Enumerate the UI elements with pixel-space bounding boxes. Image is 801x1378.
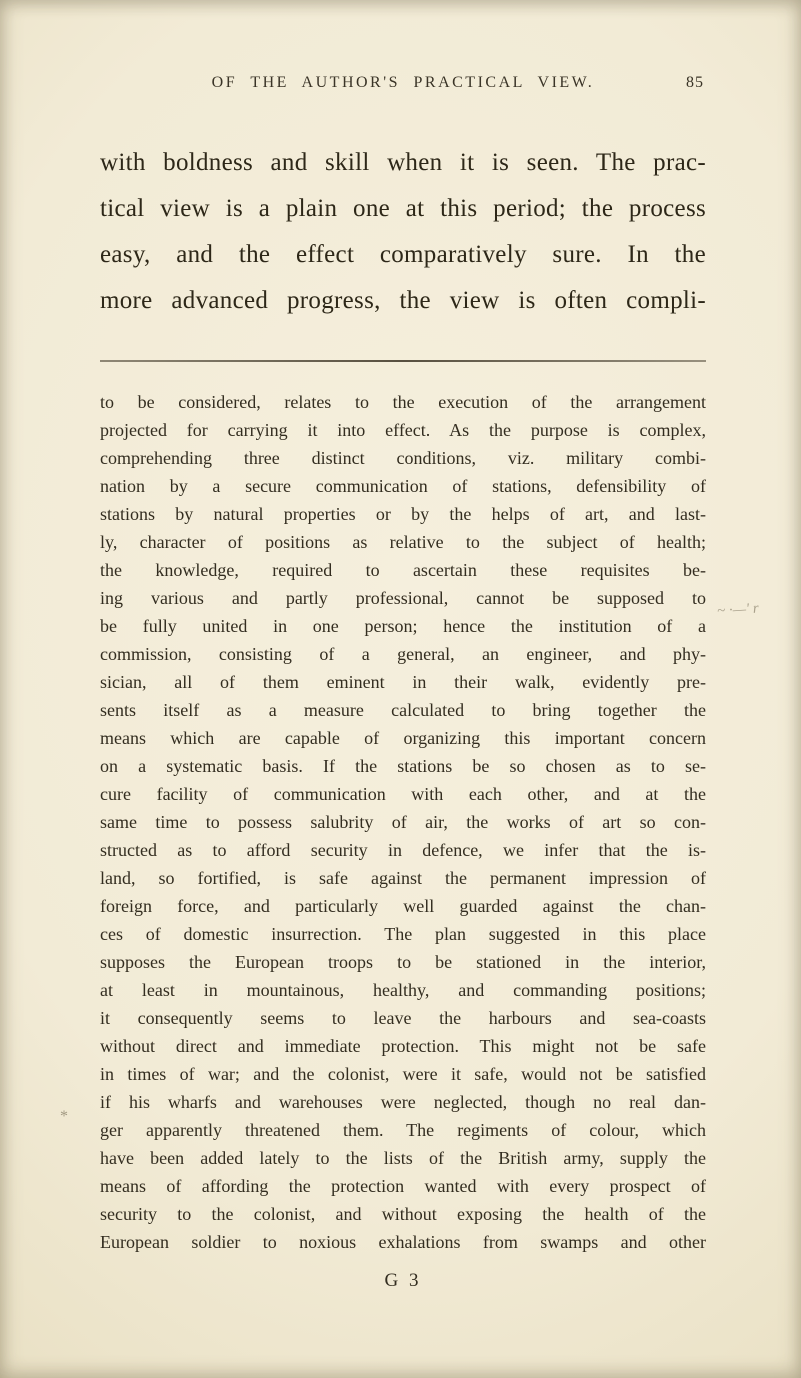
running-title: OF THE AUTHOR'S PRACTICAL VIEW. [211, 74, 595, 91]
text-line: be fully united in one person; hence the institution of a [100, 616, 706, 636]
text-line: ly, character of positions as relative to the subject of health; [100, 532, 706, 552]
text-line: to be considered, relates to the execution of the arrangement [100, 392, 706, 412]
text-line: easy, and the effect comparatively sure. In the [100, 241, 706, 268]
footnote-text [100, 388, 706, 1256]
text-line: it consequently seems to leave the harbours and sea-coasts [100, 1008, 706, 1028]
text-block [100, 0, 706, 1292]
text-line: projected for carrying it into effect. As the purpose is complex, [100, 420, 706, 440]
text-line: without direct and immediate protection. This might not be safe [100, 1036, 706, 1056]
text-line: commission, consisting of a general, an engineer, and phy- [100, 644, 706, 664]
footnote-separator-rule [100, 360, 706, 362]
text-line: land, so fortified, is safe against the permanent impression of [100, 868, 706, 888]
text-line: same time to possess salubrity of air, the works of art so con- [100, 812, 706, 832]
text-line: European soldier to noxious exhalations from swamps and other [100, 1232, 706, 1252]
text-line: ces of domestic insurrection. The plan suggested in this place [100, 924, 706, 944]
main-paragraph [100, 140, 706, 324]
text-line: if his wharfs and warehouses were neglected, though no real dan- [100, 1092, 706, 1112]
text-line: sician, all of them eminent in their walk, evidently pre- [100, 672, 706, 692]
marginalia-pencil-mark-right: ~ ·—' r [716, 600, 760, 620]
text-line: security to the colonist, and without exposing the health of the [100, 1204, 706, 1224]
page-number: 85 [686, 74, 704, 91]
text-line: more advanced progress, the view is often compli- [100, 287, 706, 314]
marginalia-pencil-mark-left: * [60, 1108, 68, 1125]
page-header [100, 74, 706, 100]
text-line: structed as to afford security in defence, we infer that the is- [100, 840, 706, 860]
text-line: sents itself as a measure calculated to bring together the [100, 700, 706, 720]
text-line: have been added lately to the lists of the British army, supply the [100, 1148, 706, 1168]
text-line: in times of war; and the colonist, were it safe, would not be satisfied [100, 1064, 706, 1084]
text-line: ger apparently threatened them. The regiments of colour, which [100, 1120, 706, 1140]
text-line: means which are capable of organizing this important concern [100, 728, 706, 748]
text-line: on a systematic basis. If the stations be so chosen as to se- [100, 756, 706, 776]
text-line: foreign force, and particularly well guarded against the chan- [100, 896, 706, 916]
text-line: with boldness and skill when it is seen. The prac- [100, 149, 706, 176]
text-line: supposes the European troops to be stationed in the interior, [100, 952, 706, 972]
text-line: cure facility of communication with each other, and at the [100, 784, 706, 804]
text-line: ing various and partly professional, cannot be supposed to [100, 588, 706, 608]
signature-mark: G 3 [384, 1270, 422, 1291]
text-line: stations by natural properties or by the helps of art, and last- [100, 504, 706, 524]
text-line: nation by a secure communication of stations, defensibility of [100, 476, 706, 496]
text-line: means of affording the protection wanted with every prospect of [100, 1176, 706, 1196]
text-line: at least in mountainous, healthy, and commanding positions; [100, 980, 706, 1000]
text-line: tical view is a plain one at this period; the process [100, 195, 706, 222]
text-line: comprehending three distinct conditions, viz. military combi- [100, 448, 706, 468]
text-line: the knowledge, required to ascertain these requisites be- [100, 560, 706, 580]
